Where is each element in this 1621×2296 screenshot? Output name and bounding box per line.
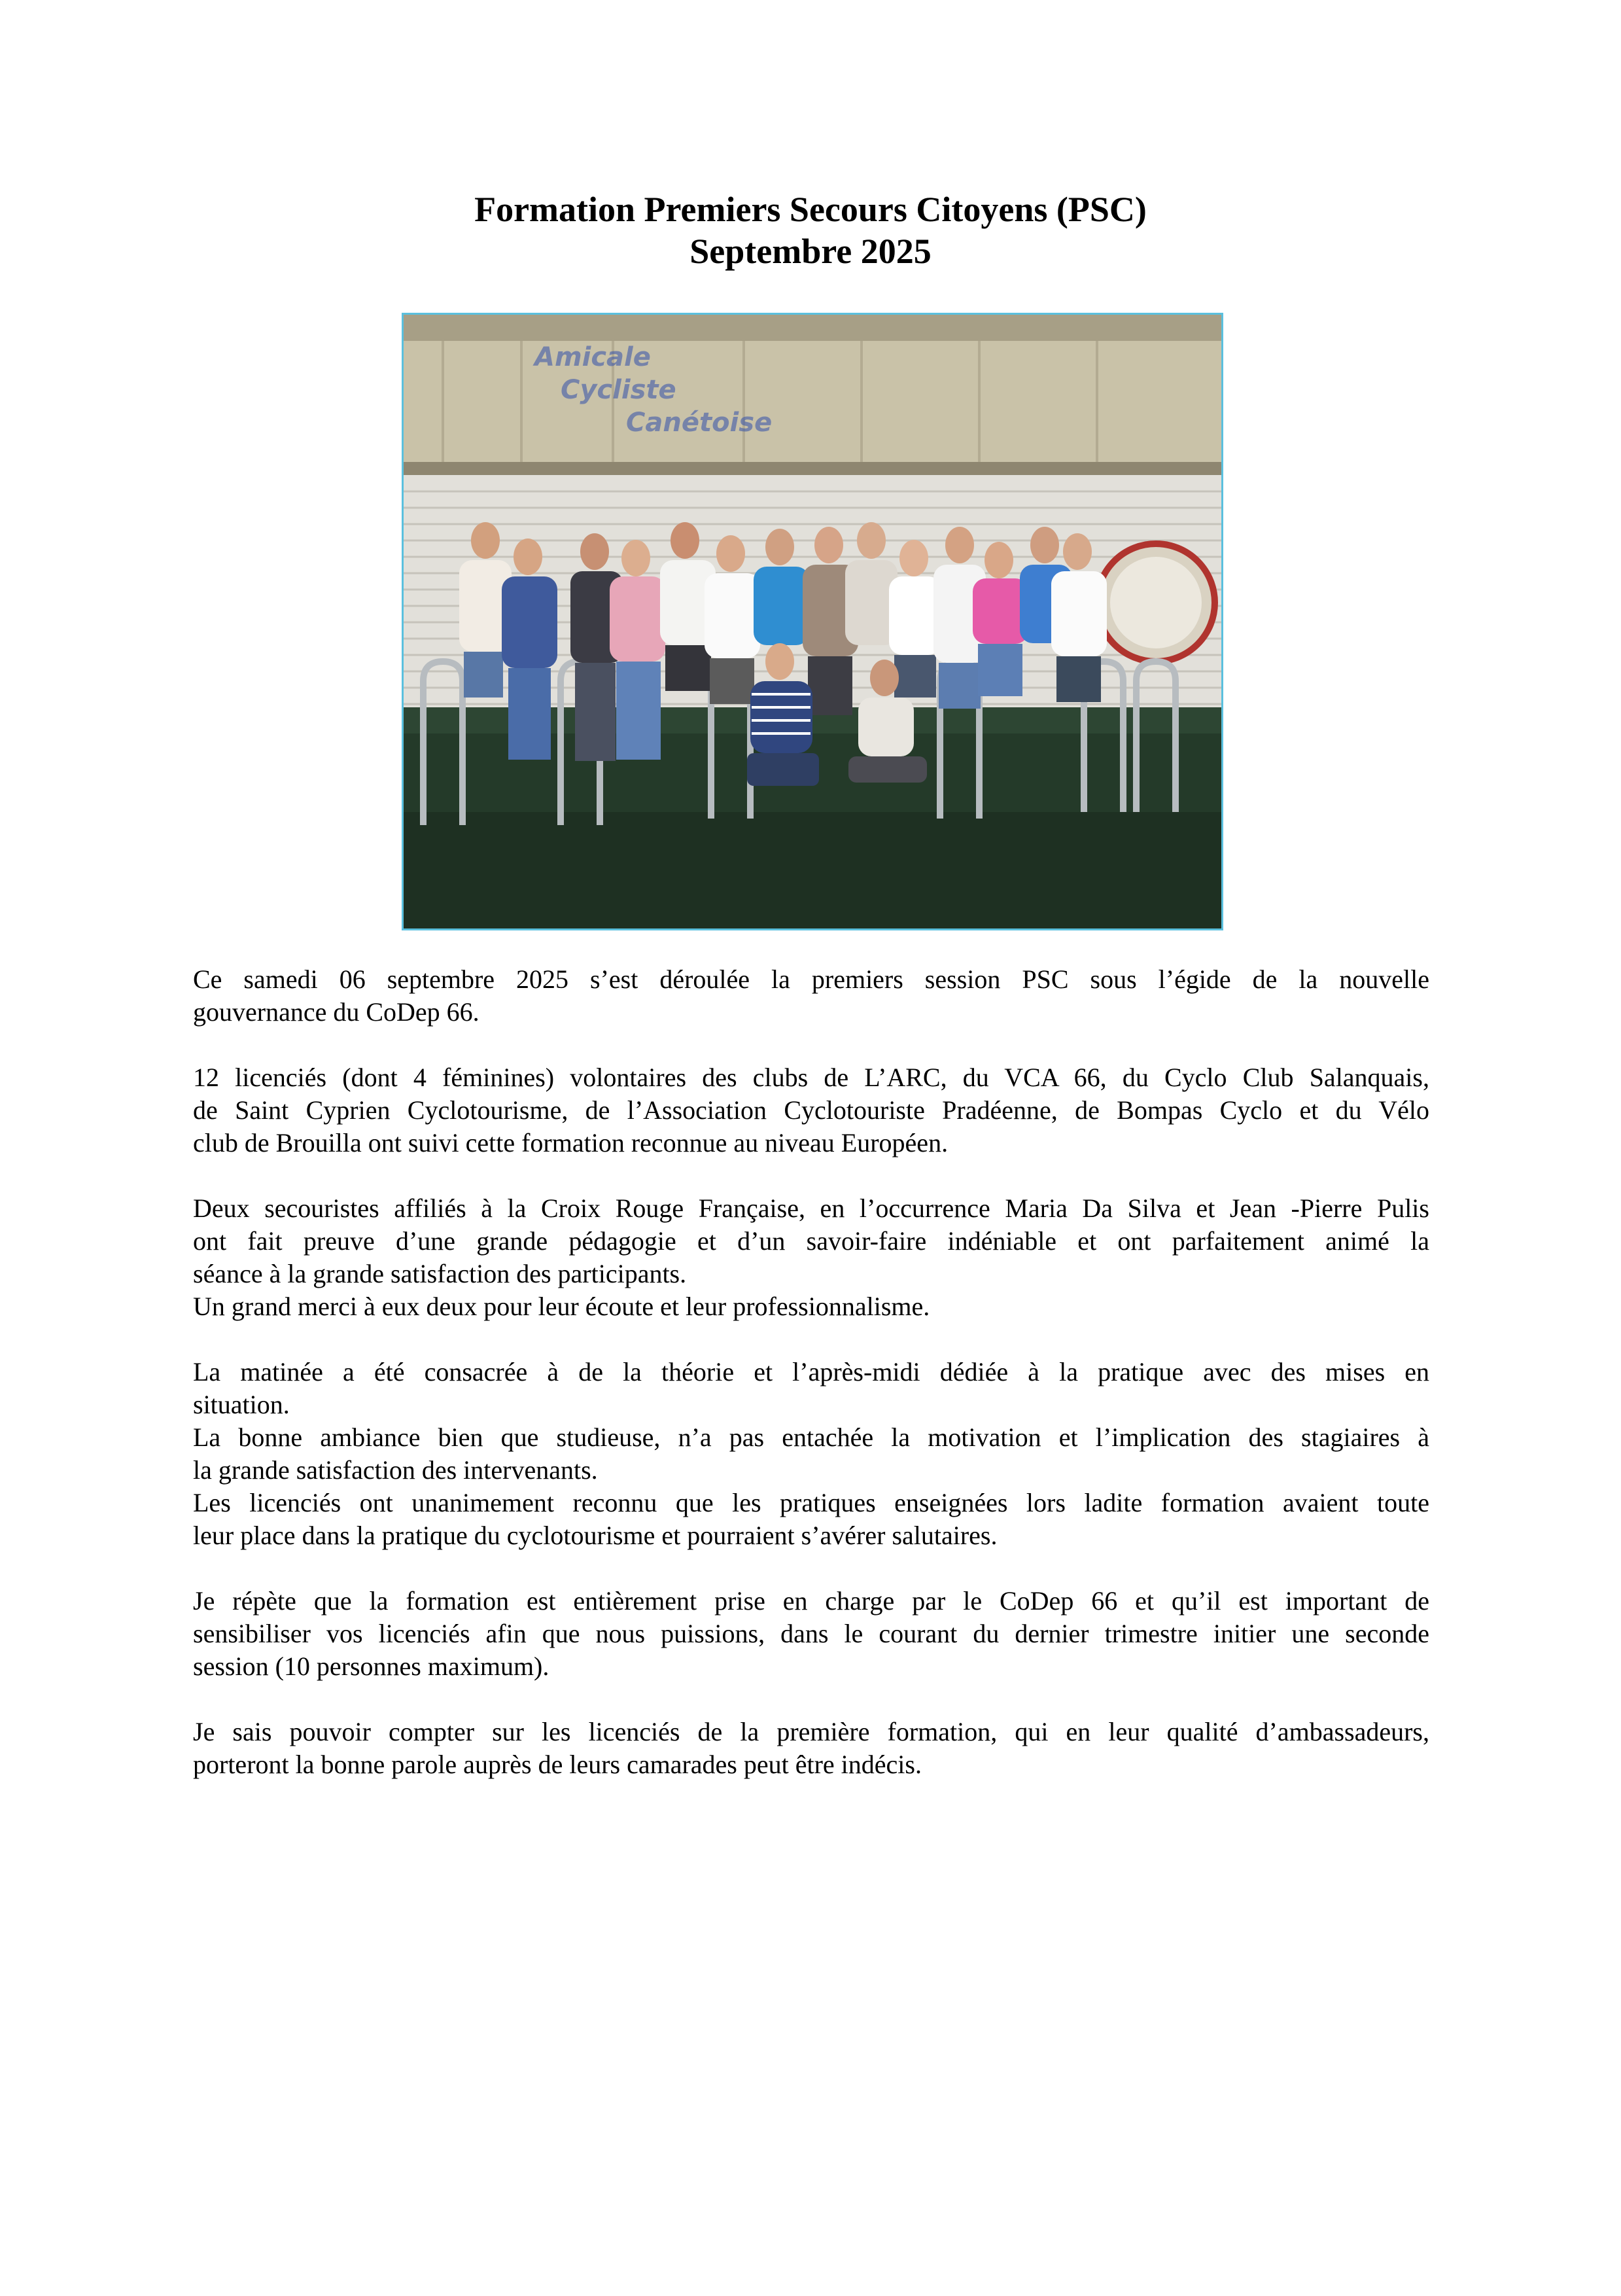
- text-line: ont fait preuve d’une grande pédagogie et d’un savoir-faire indéniable et ont parfaitement animé la: [193, 1226, 1429, 1256]
- text-line: porteront la bonne parole auprès de leurs camarades peut être indécis.: [193, 1750, 922, 1779]
- text-line: club de Brouilla ont suivi cette formation reconnue au niveau Européen.: [193, 1128, 949, 1157]
- text-line: la grande satisfaction des intervenants.: [193, 1455, 598, 1485]
- paragraph-1: [193, 963, 1429, 1029]
- text-line: séance à la grande satisfaction des participants.: [193, 1259, 687, 1288]
- paragraph-3: [193, 1192, 1429, 1323]
- text-line: Les licenciés ont unanimement reconnu que les pratiques enseignées lors ladite formation avaient toute: [193, 1488, 1429, 1517]
- text-line: situation.: [193, 1390, 290, 1419]
- photo-sign-line-3: Canétoise: [626, 408, 773, 438]
- group-photo-image: [404, 315, 1221, 928]
- paragraph-5: [193, 1585, 1429, 1683]
- photo-sign-line-2: Cycliste: [561, 375, 676, 405]
- document-title: [0, 188, 1621, 272]
- text-line: sensibiliser vos licenciés afin que nous puissions, dans le courant du dernier trimestre initier une seconde: [193, 1619, 1429, 1648]
- text-line: leur place dans la pratique du cyclotourisme et pourraient s’avérer salutaires.: [193, 1521, 998, 1550]
- title-line-1: Formation Premiers Secours Citoyens (PSC): [474, 190, 1147, 229]
- article-body: [193, 963, 1429, 1814]
- title-line-2: Septembre 2025: [689, 232, 932, 271]
- paragraph-4: [193, 1356, 1429, 1552]
- text-line: gouvernance du CoDep 66.: [193, 997, 479, 1027]
- paragraph-6: [193, 1716, 1429, 1781]
- paragraph-2: [193, 1061, 1429, 1159]
- text-line: Je sais pouvoir compter sur les licenciés de la première formation, qui en leur qualité d’ambassadeurs,: [193, 1717, 1429, 1746]
- text-line: Deux secouristes affiliés à la Croix Rouge Française, en l’occurrence Maria Da Silva et Jean -Pierre Pulis: [193, 1193, 1429, 1223]
- text-line: La matinée a été consacrée à de la théorie et l’après-midi dédiée à la pratique avec des mises en: [193, 1357, 1429, 1386]
- text-line: Ce samedi 06 septembre 2025 s’est déroulée la premiers session PSC sous l’égide de la nouvelle: [193, 964, 1429, 994]
- text-line: 12 licenciés (dont 4 féminines) volontaires des clubs de L’ARC, du VCA 66, du Cyclo Club Salanquais,: [193, 1063, 1429, 1092]
- text-line: Un grand merci à eux deux pour leur écoute et leur professionnalisme.: [193, 1292, 930, 1321]
- text-line: de Saint Cyprien Cyclotourisme, de l’Association Cyclotouriste Pradéenne, de Bompas Cyclo et du Vélo: [193, 1095, 1429, 1125]
- text-line: La bonne ambiance bien que studieuse, n’a pas entachée la motivation et l’implication des stagiaires à: [193, 1422, 1429, 1452]
- text-line: session (10 personnes maximum).: [193, 1651, 549, 1681]
- text-line: Je répète que la formation est entièrement prise en charge par le CoDep 66 et qu’il est important de: [193, 1586, 1429, 1616]
- group-photo: [402, 313, 1223, 930]
- photo-sign-text: [534, 341, 796, 439]
- photo-sign-line-1: Amicale: [534, 342, 651, 372]
